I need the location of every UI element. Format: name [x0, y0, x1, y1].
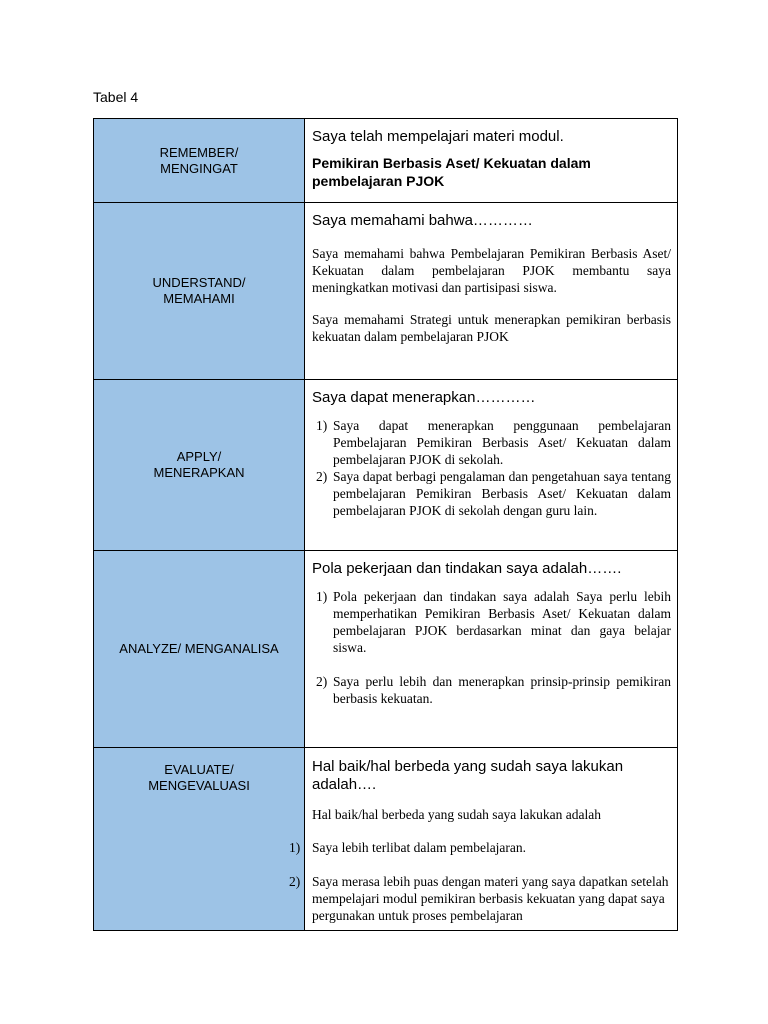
- label-cell-apply: [94, 380, 305, 551]
- label-cell-remember: [94, 119, 305, 203]
- table-row-understand: [94, 203, 678, 380]
- list-item-number: 1): [316, 589, 328, 604]
- label-cell-evaluate: [94, 748, 305, 931]
- list-item-number: 2): [289, 874, 301, 889]
- label-analyze: ANALYZE/ MENGANALISA: [119, 641, 279, 656]
- list-item: [312, 468, 671, 519]
- list-item-number: 1): [316, 418, 328, 433]
- understand-paragraph-2: Saya memahami Strategi untuk menerapkan pemikiran berbasis kekuatan dalam pembelajaran PJOK: [312, 312, 671, 344]
- list-item-text: Saya merasa lebih puas dengan materi yang saya dapatkan setelah mempelajari modul pemikiran berbasis kekuatan yang dapat saya pergunakan untuk proses pembelajaran: [312, 874, 669, 923]
- label-apply-line2: MENERAPKAN: [153, 465, 245, 480]
- evaluate-paragraph: Hal baik/hal berbeda yang sudah saya lakukan adalah: [312, 807, 602, 822]
- list-item-number: 2): [316, 469, 328, 484]
- label-cell-analyze: [94, 551, 305, 748]
- label-cell-understand: [94, 203, 305, 380]
- analyze-list: [312, 588, 671, 707]
- label-remember-line2: MENGINGAT: [160, 161, 238, 176]
- list-item-number: 2): [316, 674, 328, 689]
- remember-heading: Saya telah mempelajari materi modul.: [312, 128, 564, 145]
- list-item: [289, 839, 671, 856]
- content-cell-analyze: [305, 551, 678, 748]
- list-item-text: Saya dapat menerapkan penggunaan pembelajaran Pembelajaran Pemikiran Berbasis Aset/ Kekuatan dalam pembelajaran PJOK di sekolah.: [333, 418, 671, 467]
- analyze-heading: Pola pekerjaan dan tindakan saya adalah…….: [312, 560, 622, 577]
- content-cell-evaluate: [289, 748, 678, 931]
- apply-heading: Saya dapat menerapkan…………: [312, 389, 536, 406]
- table-row-remember: [94, 119, 678, 203]
- understand-paragraph-1: Saya memahami bahwa Pembelajaran Pemikiran Berbasis Aset/ Kekuatan dalam pembelajaran PJOK membantu saya meningkatkan motivasi dan partisipasi siswa.: [312, 246, 671, 295]
- label-understand-line2: MEMAHAMI: [163, 291, 235, 306]
- list-item-number: 1): [289, 840, 301, 855]
- table-row-evaluate: [94, 748, 678, 931]
- label-apply-line1: APPLY/: [176, 449, 222, 464]
- label-evaluate-line2: MENGEVALUASI: [148, 778, 250, 793]
- content-cell-remember: [305, 119, 678, 203]
- table-row-apply: [94, 380, 678, 551]
- list-item-text: Saya perlu lebih dan menerapkan prinsip-prinsip pemikiran berbasis kekuatan.: [333, 674, 671, 706]
- understand-heading: Saya memahami bahwa…………: [312, 212, 533, 229]
- content-cell-apply: [305, 380, 678, 551]
- label-understand-line1: UNDERSTAND/: [152, 275, 246, 290]
- list-item-text: Saya lebih terlibat dalam pembelajaran.: [312, 840, 527, 855]
- apply-list: [312, 417, 671, 519]
- remember-module-title: Pemikiran Berbasis Aset/ Kekuatan dalam pembelajaran PJOK: [312, 155, 591, 189]
- list-item: [289, 873, 671, 924]
- table-caption: Tabel 4: [93, 89, 139, 105]
- list-item: [312, 588, 671, 656]
- list-item: [312, 673, 671, 707]
- list-item-text: Pola pekerjaan dan tindakan saya adalah Saya perlu lebih memperhatikan Pemikiran Berbasis Aset/ Kekuatan dalam pembelajaran PJOK berdasarkan minat dan gaya belajar siswa.: [333, 589, 671, 655]
- label-evaluate-line1: EVALUATE/: [164, 762, 234, 777]
- list-item-text: Saya dapat berbagi pengalaman dan pengetahuan saya tentang pembelajaran Pemikiran Berbasis Aset/ Kekuatan dalam pembelajaran PJOK di sekolah dengan guru lain.: [333, 469, 671, 518]
- reflection-table: [93, 118, 678, 931]
- evaluate-heading: Hal baik/hal berbeda yang sudah saya lakukan adalah….: [312, 758, 624, 793]
- table-row-analyze: [94, 551, 678, 748]
- label-remember-line1: REMEMBER/: [159, 145, 239, 160]
- content-cell-understand: [305, 203, 678, 380]
- list-item: [312, 417, 671, 468]
